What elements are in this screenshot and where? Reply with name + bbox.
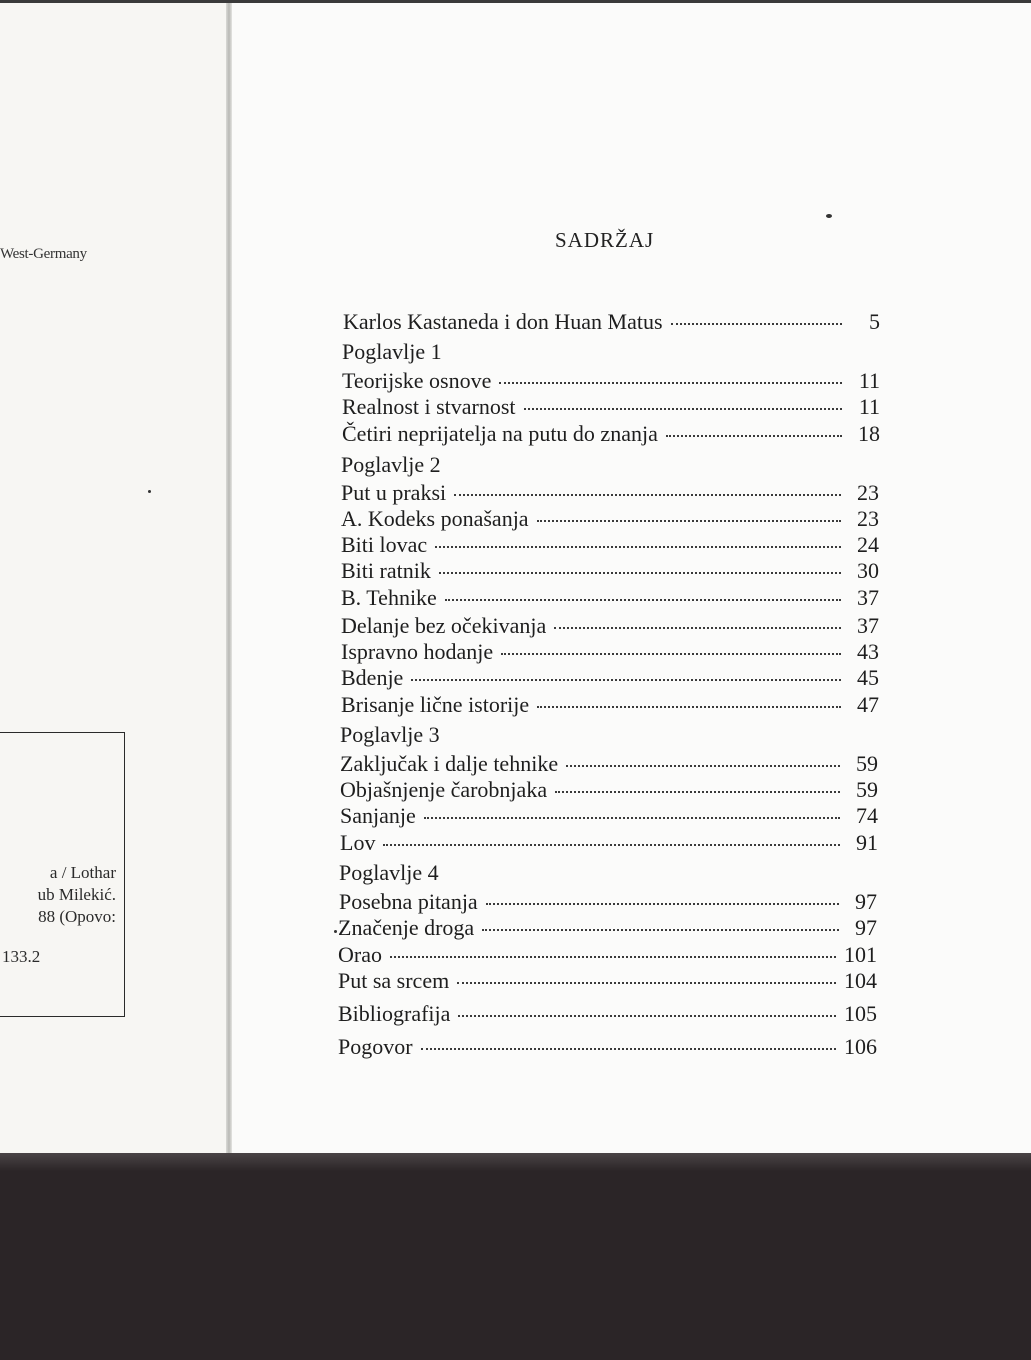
toc-page-number: 105	[844, 1001, 877, 1026]
dot-leader	[554, 622, 841, 629]
dot-leader	[411, 674, 841, 681]
toc-entry-title: Objašnjenje čarobnjaka	[340, 777, 548, 802]
toc-entry	[341, 692, 879, 718]
toc-entry-title: A. Kodeks ponašanja	[341, 506, 529, 531]
toc-entry-title: Karlos Kastaneda i don Huan Matus	[343, 309, 663, 334]
toc-entry	[340, 803, 878, 829]
dot-leader	[555, 786, 840, 793]
scan-top-edge	[0, 0, 1031, 3]
toc-entry-title: Bibliografija	[338, 1001, 451, 1026]
dot-leader	[486, 898, 839, 905]
toc-page-number: 106	[844, 1034, 877, 1059]
dot-leader	[566, 760, 840, 767]
toc-page-number: 45	[857, 665, 879, 690]
toc-entry-title: Lov	[340, 830, 376, 855]
toc-entry	[341, 639, 879, 665]
scanner-shadow	[0, 1153, 1031, 1171]
scanner-background	[0, 1153, 1031, 1360]
toc-entry	[342, 394, 880, 420]
dot-leader	[383, 839, 840, 846]
toc-page-number: 59	[856, 777, 878, 802]
toc-page-number: 97	[855, 889, 877, 914]
toc-page-number: 43	[857, 639, 879, 664]
dot-leader	[424, 812, 840, 819]
dot-leader	[390, 951, 836, 958]
dot-leader	[458, 1010, 836, 1017]
toc-entry-title: Orao	[338, 942, 382, 967]
cip-line: 88 (Opovo:	[38, 907, 116, 926]
toc-page-number: 37	[857, 585, 879, 610]
toc-entry-title: Zaključak i dalje tehnike	[340, 751, 559, 776]
toc-page-number: 37	[857, 613, 879, 638]
toc-page-number: 5	[869, 309, 880, 334]
dot-leader	[454, 489, 841, 496]
toc-page-number: 23	[857, 480, 879, 505]
toc-entry	[341, 585, 879, 611]
toc-entry	[339, 889, 877, 915]
toc-entry	[340, 830, 878, 856]
toc-entry	[340, 751, 878, 777]
cip-line: 133.2	[2, 947, 41, 966]
dot-leader	[666, 430, 842, 437]
toc-chapter-heading: Poglavlje 2	[341, 452, 441, 477]
toc-entry-title: Bdenje	[341, 665, 404, 690]
toc-page-number: 74	[856, 803, 878, 828]
toc-entry-title: Put u praksi	[341, 480, 447, 505]
dot-leader	[499, 377, 842, 384]
toc-entry-title: Posebna pitanja	[339, 889, 478, 914]
toc-entry	[341, 506, 879, 532]
toc-entry-title: Teorijske osnove	[342, 368, 492, 393]
toc-entry-title: Delanje bez očekivanja	[341, 613, 547, 638]
dot-leader	[501, 648, 841, 655]
toc-entry-title: Put sa srcem	[338, 968, 450, 993]
toc-entry	[342, 421, 880, 447]
toc-page-number: 11	[858, 394, 880, 419]
toc-entry	[338, 968, 877, 994]
scan-speck	[334, 930, 337, 933]
toc-entry-title: Brisanje lične istorije	[341, 692, 530, 717]
toc-page-number: 18	[858, 421, 880, 446]
toc-title: SADRŽAJ	[555, 228, 655, 252]
toc-page-number: 47	[857, 692, 879, 717]
toc-chapter-heading: Poglavlje 1	[342, 339, 442, 364]
toc-page-number: 91	[856, 830, 878, 855]
dot-leader	[457, 977, 836, 984]
toc-page-number: 59	[856, 751, 878, 776]
toc-chapter-heading: Poglavlje 4	[339, 860, 439, 885]
toc-page-number: 24	[857, 532, 879, 557]
toc-entry	[342, 368, 880, 394]
toc-entry	[341, 613, 879, 639]
toc-page-number: 104	[844, 968, 877, 993]
dot-leader	[445, 594, 841, 601]
dot-leader	[537, 515, 841, 522]
dot-leader	[537, 701, 841, 708]
toc-entry	[341, 532, 879, 558]
toc-entry-title: Realnost i stvarnost	[342, 394, 516, 419]
toc-entry	[338, 1034, 877, 1060]
toc-entry-title: Biti ratnik	[341, 558, 431, 583]
toc-entry-title: Pogovor	[338, 1034, 413, 1059]
dot-leader	[482, 924, 839, 931]
dot-leader	[435, 541, 841, 548]
toc-entry	[341, 665, 879, 691]
cip-line: ub Milekić.	[37, 885, 116, 904]
toc-entry	[338, 942, 877, 968]
toc-entry-title: B. Tehnike	[341, 585, 437, 610]
toc-entry	[343, 309, 880, 335]
toc-entry	[341, 480, 879, 506]
dot-leader	[439, 567, 841, 574]
toc-entry-title: Biti lovac	[341, 532, 428, 557]
toc-page-number: 23	[857, 506, 879, 531]
toc-entry-title: Sanjanje	[340, 803, 416, 828]
toc-entry	[340, 777, 878, 803]
toc-entry-title: Značenje droga	[338, 915, 475, 940]
toc-entry	[341, 558, 879, 584]
toc-entry-title: Četiri neprijatelja na putu do znanja	[342, 421, 658, 446]
toc-chapter-heading: Poglavlje 3	[340, 722, 440, 747]
toc-page-number: 11	[858, 368, 880, 393]
cip-record-box	[0, 732, 125, 1017]
toc-entry	[338, 915, 877, 941]
scan-speck	[826, 214, 832, 218]
toc-entry	[338, 1001, 877, 1027]
toc-page-number: 101	[844, 942, 877, 967]
cip-line: a / Lothar	[49, 863, 116, 882]
scan-speck	[148, 490, 151, 493]
dot-leader	[671, 318, 842, 325]
toc-page-number: 97	[855, 915, 877, 940]
toc-page-number: 30	[857, 558, 879, 583]
toc-entry-title: Ispravno hodanje	[341, 639, 494, 664]
dot-leader	[524, 403, 842, 410]
dot-leader	[421, 1043, 836, 1050]
country-fragment: West-Germany	[0, 246, 87, 262]
